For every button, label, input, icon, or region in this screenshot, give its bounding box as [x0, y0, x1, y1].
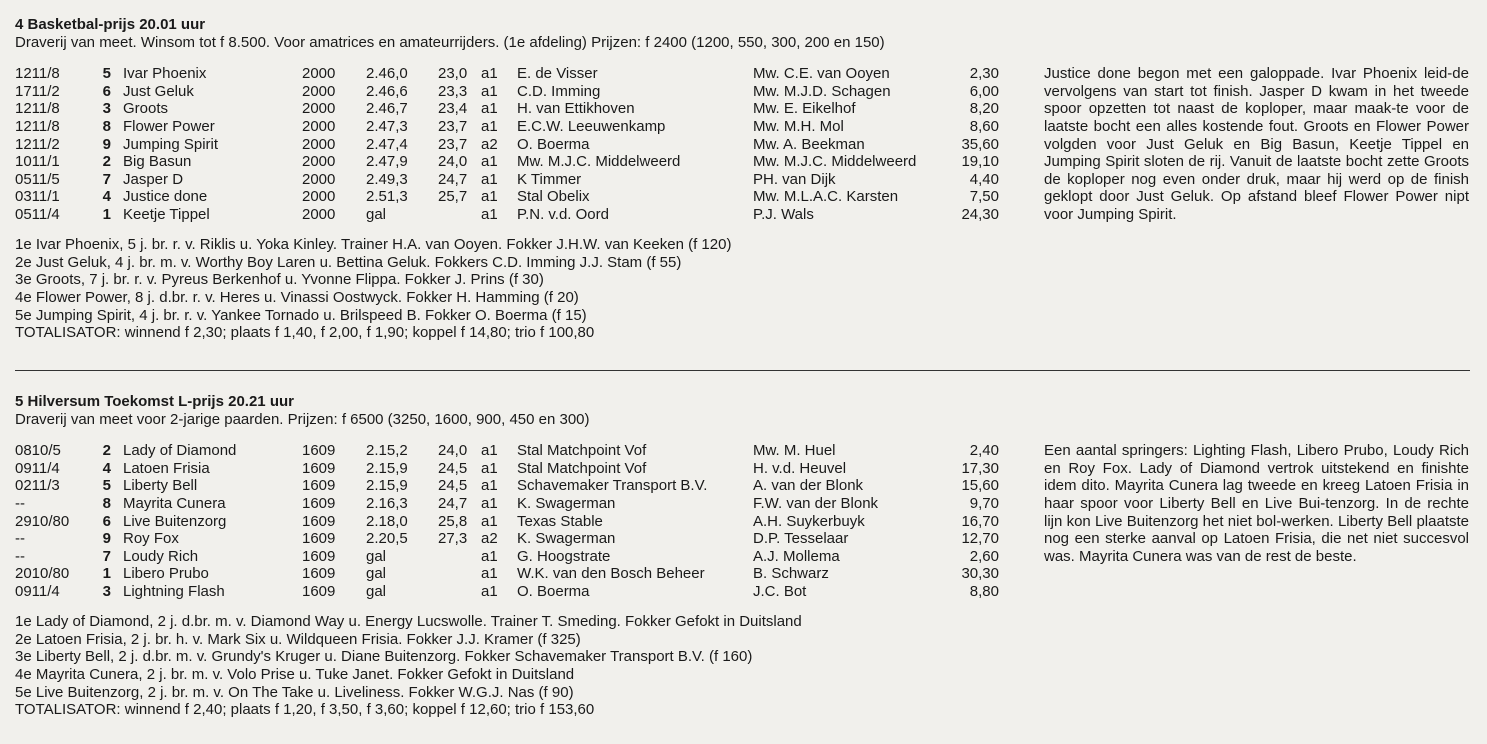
race-time: 2.15,9 — [366, 459, 408, 477]
driver-name: W.K. van den Bosch Beheer — [517, 565, 705, 583]
odds-value: 8,20 — [969, 100, 999, 118]
odds-value: 8,80 — [969, 582, 999, 600]
distance: 2000 — [302, 117, 336, 135]
horse-name: Latoen Frisia — [123, 459, 210, 477]
start-form: 1211/8 — [15, 117, 60, 135]
odds-value: 12,70 — [961, 530, 999, 548]
odds-value: 6,00 — [969, 82, 999, 100]
odds-value: 19,10 — [961, 153, 999, 171]
horse-name: Loudy Rich — [123, 547, 199, 565]
odds-value: 30,30 — [961, 565, 999, 583]
start-form: 0911/4 — [15, 582, 60, 600]
km-time: 27,3 — [438, 530, 468, 548]
start-form: -- — [15, 530, 25, 548]
start-number: 3 — [102, 100, 111, 118]
km-time: 23,0 — [438, 65, 468, 83]
start-number: 1 — [102, 205, 111, 223]
owner-name: Mw. C.E. van Ooyen — [753, 65, 890, 83]
start-form: 1711/2 — [15, 82, 60, 100]
driver-name: Stal Obelix — [517, 188, 590, 206]
start-form: -- — [15, 547, 25, 565]
distance: 1609 — [302, 582, 336, 600]
driver-name: E.C.W. Leeuwenkamp — [517, 117, 666, 135]
distance: 2000 — [302, 153, 336, 171]
owner-name: Mw. M. Huel — [753, 442, 836, 460]
pedigree-line: 2e Latoen Frisia, 2 j. br. h. v. Mark Six u. Wildqueen Frisia. Fokker J.J. Kramer (f 325) — [15, 630, 581, 648]
horse-name: Live Buitenzorg — [123, 512, 227, 530]
start-form: 2910/80 — [15, 512, 70, 530]
horse-name: Roy Fox — [123, 530, 179, 548]
owner-name: PH. van Dijk — [753, 170, 836, 188]
result-row — [15, 565, 1470, 583]
start-form: 2010/80 — [15, 565, 70, 583]
start-number: 8 — [102, 494, 111, 512]
race-conditions: Draverij van meet. Winsom tot f 8.500. Voor amatrices en amateurrijders. (1e afdeling) Prijzen: f 2400 (1200, 550, 300, 200 en 150) — [15, 33, 885, 51]
totalisator-line: TOTALISATOR: winnend f 2,40; plaats f 1,20, f 3,50, f 3,60; koppel f 12,60; trio f 153,60 — [15, 701, 595, 719]
start-number: 5 — [102, 477, 111, 495]
pedigree-line: 4e Flower Power, 8 j. d.br. r. v. Heres u. Vinassi Oostwyck. Fokker H. Hamming (f 20) — [15, 288, 579, 306]
distance: 2000 — [302, 135, 336, 153]
odds-value: 15,60 — [961, 477, 999, 495]
race-time: 2.46,6 — [366, 82, 408, 100]
race-time: 2.51,3 — [366, 188, 408, 206]
results-block — [15, 442, 1470, 601]
km-time: 24,5 — [438, 477, 468, 495]
driver-name: O. Boerma — [517, 135, 590, 153]
race-section — [15, 16, 1470, 342]
driver-name: Stal Matchpoint Vof — [517, 442, 647, 460]
start-form: 0211/3 — [15, 477, 60, 495]
class-code: a1 — [481, 205, 498, 223]
km-time: 24,5 — [438, 459, 468, 477]
start-number: 6 — [102, 512, 111, 530]
odds-value: 7,50 — [969, 188, 999, 206]
start-number: 4 — [102, 188, 111, 206]
race-time: gal — [366, 582, 387, 600]
driver-name: O. Boerma — [517, 582, 590, 600]
odds-value: 9,70 — [969, 494, 999, 512]
horse-name: Jasper D — [123, 170, 184, 188]
pedigree-line: 5e Live Buitenzorg, 2 j. br. m. v. On The Take u. Liveliness. Fokker W.G.J. Nas (f 90) — [15, 683, 574, 701]
km-time: 25,8 — [438, 512, 468, 530]
start-form: 0810/5 — [15, 442, 61, 460]
driver-name: C.D. Imming — [517, 82, 601, 100]
distance: 1609 — [302, 477, 336, 495]
start-number: 4 — [102, 459, 111, 477]
race-time: gal — [366, 565, 387, 583]
race-time: gal — [366, 205, 387, 223]
race-time: 2.46,0 — [366, 65, 408, 83]
odds-value: 16,70 — [961, 512, 999, 530]
distance: 1609 — [302, 459, 336, 477]
race-time: 2.15,9 — [366, 477, 408, 495]
result-row — [15, 583, 1470, 601]
owner-name: A.H. Suykerbuyk — [753, 512, 865, 530]
km-time: 23,7 — [438, 117, 468, 135]
odds-value: 2,60 — [969, 547, 999, 565]
pedigree-line: 2e Just Geluk, 4 j. br. m. v. Worthy Boy Laren u. Bettina Geluk. Fokkers C.D. Imming J.J. Stam (f 55) — [15, 253, 682, 271]
start-number: 2 — [102, 153, 111, 171]
km-time: 23,4 — [438, 100, 468, 118]
class-code: a1 — [481, 459, 498, 477]
horse-name: Lady of Diamond — [123, 442, 237, 460]
start-form: 1011/1 — [15, 153, 60, 171]
race-time: 2.47,3 — [366, 117, 408, 135]
class-code: a1 — [481, 100, 498, 118]
start-form: -- — [15, 494, 25, 512]
km-time: 24,0 — [438, 153, 468, 171]
driver-name: E. de Visser — [517, 65, 598, 83]
distance: 1609 — [302, 565, 336, 583]
owner-name: Mw. E. Eikelhof — [753, 100, 856, 118]
totalisator-line: TOTALISATOR: winnend f 2,30; plaats f 1,40, f 2,00, f 1,90; koppel f 14,80; trio f 100,80 — [15, 324, 595, 342]
horse-name: Jumping Spirit — [123, 135, 219, 153]
km-time: 23,7 — [438, 135, 468, 153]
start-number: 6 — [102, 82, 111, 100]
horse-name: Just Geluk — [123, 82, 194, 100]
distance: 2000 — [302, 100, 336, 118]
distance: 1609 — [302, 547, 336, 565]
start-form: 0511/4 — [15, 205, 60, 223]
start-form: 1211/8 — [15, 65, 60, 83]
class-code: a1 — [481, 117, 498, 135]
race-time: 2.46,7 — [366, 100, 408, 118]
pedigree-line: 5e Jumping Spirit, 4 j. br. r. v. Yankee Tornado u. Brilspeed B. Fokker O. Boerma (f 15) — [15, 306, 587, 324]
section-divider — [15, 370, 1470, 371]
class-code: a2 — [481, 135, 498, 153]
driver-name: H. van Ettikhoven — [517, 100, 635, 118]
class-code: a1 — [481, 188, 498, 206]
start-number: 9 — [102, 530, 111, 548]
start-form: 0911/4 — [15, 459, 60, 477]
driver-name: Texas Stable — [517, 512, 603, 530]
horse-name: Liberty Bell — [123, 477, 198, 495]
owner-name: B. Schwarz — [753, 565, 829, 583]
race-time: 2.47,9 — [366, 153, 408, 171]
pedigree-line: 3e Liberty Bell, 2 j. d.br. m. v. Grundy's Kruger u. Diane Buitenzorg. Fokker Schavemaker Transport B.V. (f 160) — [15, 648, 753, 666]
owner-name: P.J. Wals — [753, 205, 814, 223]
start-form: 0311/1 — [15, 188, 60, 206]
driver-name: P.N. v.d. Oord — [517, 205, 609, 223]
class-code: a1 — [481, 153, 498, 171]
race-title: 5 Hilversum Toekomst L-prijs 20.21 uur — [15, 393, 294, 410]
class-code: a1 — [481, 582, 498, 600]
class-code: a1 — [481, 477, 498, 495]
pedigree-line: 1e Lady of Diamond, 2 j. d.br. m. v. Diamond Way u. Energy Lucswolle. Trainer T. Smeding. Fokker Gefokt in Duitsland — [15, 613, 802, 631]
results-block — [15, 65, 1470, 224]
race-commentary: Justice done begon met een galoppade. Ivar Phoenix leid-de vervolgens van start tot finish. Jasper D kwam in het tweede spoor opzetten tot naast de koploper, maar maak-te voor de laatste bocht een alles kostende fout. Groots en Flower Power volgden voor Just Geluk en Big Basun, Keetje Tippel en Jumping Spirit sloten de rij. Vanuit de laatste bocht zette Groots de koploper nog even onder druk, maar hij werd op de finish geklopt door Just Geluk. Op afstand bleef Flower Power nipt voor Jumping Spirit. — [1044, 65, 1469, 223]
owner-name: H. v.d. Heuvel — [753, 459, 847, 477]
distance: 2000 — [302, 82, 336, 100]
horse-name: Groots — [123, 100, 169, 118]
distance: 2000 — [302, 65, 336, 83]
race-time: 2.47,4 — [366, 135, 408, 153]
km-time: 24,7 — [438, 494, 468, 512]
start-number: 7 — [102, 170, 111, 188]
start-number: 2 — [102, 442, 111, 460]
driver-name: K. Swagerman — [517, 530, 616, 548]
driver-name: K. Swagerman — [517, 494, 616, 512]
odds-value: 24,30 — [961, 205, 999, 223]
km-time: 24,0 — [438, 442, 468, 460]
owner-name: Mw. M.L.A.C. Karsten — [753, 188, 899, 206]
pedigree-line: 3e Groots, 7 j. br. r. v. Pyreus Berkenhof u. Yvonne Flippa. Fokker J. Prins (f 30) — [15, 271, 544, 289]
owner-name: Mw. A. Beekman — [753, 135, 865, 153]
driver-name: G. Hoogstrate — [517, 547, 611, 565]
owner-name: A.J. Mollema — [753, 547, 840, 565]
race-time: 2.15,2 — [366, 442, 408, 460]
km-time: 25,7 — [438, 188, 468, 206]
driver-name: Stal Matchpoint Vof — [517, 459, 647, 477]
km-time: 24,7 — [438, 170, 468, 188]
owner-name: F.W. van der Blonk — [753, 494, 879, 512]
start-number: 7 — [102, 547, 111, 565]
km-time: 23,3 — [438, 82, 468, 100]
driver-name: Mw. M.J.C. Middelweerd — [517, 153, 681, 171]
start-form: 1211/8 — [15, 100, 60, 118]
horse-name: Flower Power — [123, 117, 215, 135]
start-number: 5 — [102, 65, 111, 83]
race-time: 2.18,0 — [366, 512, 408, 530]
odds-value: 2,40 — [969, 442, 999, 460]
distance: 2000 — [302, 170, 336, 188]
class-code: a2 — [481, 530, 498, 548]
distance: 1609 — [302, 442, 336, 460]
class-code: a1 — [481, 565, 498, 583]
class-code: a1 — [481, 512, 498, 530]
race-commentary: Een aantal springers: Lighting Flash, Libero Prubo, Loudy Rich en Roy Fox. Lady of Diamond vertrok uitstekend en finishte idem dito. Mayrita Cunera lag tweede en kreeg Latoen Frisia in haar spoor voor Liberty Bell en Live Bui-tenzorg. In de rechte lijn kon Live Buitenzorg het niet bol-werken. Liberty Bell plaatste nog een sterke aanval op Latoen Frisia, die net niet succesvol was. Mayrita Cunera was van de rest de beste. — [1044, 442, 1469, 565]
distance: 2000 — [302, 188, 336, 206]
driver-name: K Timmer — [517, 170, 582, 188]
pedigree-list — [15, 236, 1470, 342]
start-number: 9 — [102, 135, 111, 153]
start-number: 1 — [102, 565, 111, 583]
class-code: a1 — [481, 65, 498, 83]
race-title: 4 Basketbal-prijs 20.01 uur — [15, 16, 206, 33]
distance: 2000 — [302, 205, 336, 223]
horse-name: Mayrita Cunera — [123, 494, 226, 512]
horse-name: Lightning Flash — [123, 582, 225, 600]
horse-name: Libero Prubo — [123, 565, 209, 583]
distance: 1609 — [302, 512, 336, 530]
horse-name: Ivar Phoenix — [123, 65, 207, 83]
race-conditions: Draverij van meet voor 2-jarige paarden. Prijzen: f 6500 (3250, 1600, 900, 450 en 300) — [15, 410, 590, 428]
start-form: 1211/2 — [15, 135, 60, 153]
class-code: a1 — [481, 170, 498, 188]
owner-name: J.C. Bot — [753, 582, 807, 600]
owner-name: Mw. M.H. Mol — [753, 117, 844, 135]
owner-name: Mw. M.J.D. Schagen — [753, 82, 891, 100]
driver-name: Schavemaker Transport B.V. — [517, 477, 708, 495]
pedigree-line: 1e Ivar Phoenix, 5 j. br. r. v. Riklis u. Yoka Kinley. Trainer H.A. van Ooyen. Fokker J.H.W. van Keeken (f 120) — [15, 236, 732, 254]
start-number: 3 — [102, 582, 111, 600]
odds-value: 2,30 — [969, 65, 999, 83]
class-code: a1 — [481, 442, 498, 460]
race-time: 2.20,5 — [366, 530, 408, 548]
odds-value: 4,40 — [969, 170, 999, 188]
owner-name: D.P. Tesselaar — [753, 530, 849, 548]
odds-value: 35,60 — [961, 135, 999, 153]
owner-name: Mw. M.J.C. Middelweerd — [753, 153, 917, 171]
horse-name: Justice done — [123, 188, 208, 206]
race-section — [15, 393, 1470, 719]
pedigree-line: 4e Mayrita Cunera, 2 j. br. m. v. Volo Prise u. Tuke Janet. Fokker Gefokt in Duitsland — [15, 665, 575, 683]
start-form: 0511/5 — [15, 170, 60, 188]
odds-value: 17,30 — [961, 459, 999, 477]
odds-value: 8,60 — [969, 117, 999, 135]
start-number: 8 — [102, 117, 111, 135]
race-time: 2.16,3 — [366, 494, 408, 512]
race-time: gal — [366, 547, 387, 565]
class-code: a1 — [481, 494, 498, 512]
horse-name: Big Basun — [123, 153, 192, 171]
distance: 1609 — [302, 530, 336, 548]
owner-name: A. van der Blonk — [753, 477, 864, 495]
distance: 1609 — [302, 494, 336, 512]
pedigree-list — [15, 613, 1470, 719]
race-time: 2.49,3 — [366, 170, 408, 188]
class-code: a1 — [481, 82, 498, 100]
class-code: a1 — [481, 547, 498, 565]
horse-name: Keetje Tippel — [123, 205, 210, 223]
